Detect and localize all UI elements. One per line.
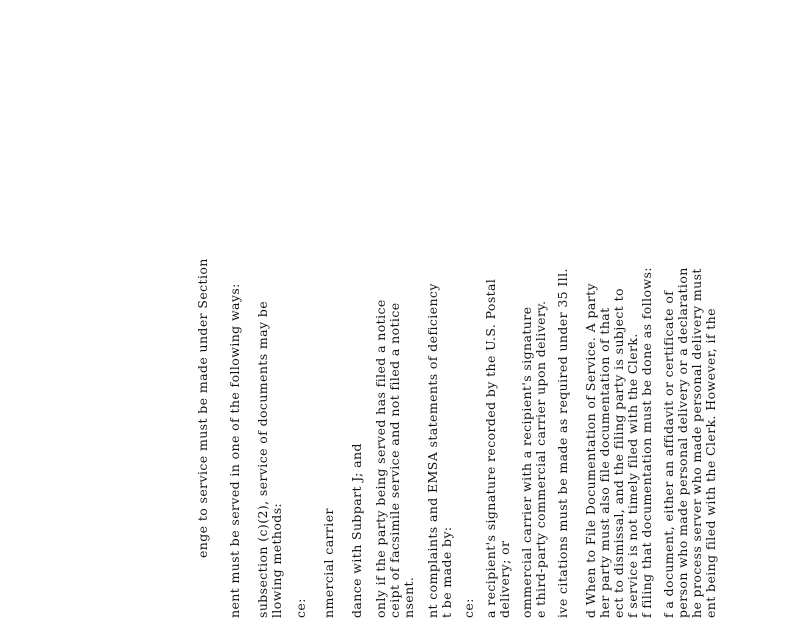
text-line: her party must also file documentation of that	[597, 307, 612, 618]
text-line: ce:	[461, 598, 476, 618]
text-line: ceipt of facsimile service and not filed a notice	[387, 302, 402, 618]
text-line: enge to service must be made under Section	[195, 258, 210, 558]
document-text-block	[190, 118, 720, 618]
text-line: f filing that documentation must be done as follows:	[639, 267, 654, 618]
text-line: nt complaints and EMSA statements of deficiency	[425, 283, 440, 618]
text-line: nsent.	[401, 576, 416, 618]
text-line: ommercial carrier with a recipient's signature	[519, 306, 534, 618]
text-line: a recipient's signature recorded by the U.S. Postal	[483, 278, 498, 618]
text-line: f service is not timely filed with the Clerk.	[625, 333, 640, 618]
text-line: nmercial carrier	[321, 508, 336, 618]
text-line: llowing methods:	[269, 502, 284, 618]
text-line: delivery; or	[497, 540, 512, 618]
text-line: ce:	[293, 598, 308, 618]
text-line: d When to File Documentation of Service. A party	[583, 283, 598, 618]
text-line: t be made by:	[439, 526, 454, 618]
text-line: subsection (c)(2), service of documents may be	[255, 300, 270, 618]
text-line: e third-party commercial carrier upon delivery.	[533, 300, 548, 618]
text-line: dance with Subpart J; and	[349, 443, 364, 618]
text-line: he process server who made personal delivery must	[689, 268, 704, 618]
text-line: ive citations must be made as required under 35 Ill.	[555, 268, 570, 618]
text-line: ent being filed with the Clerk. However, if the	[703, 308, 718, 618]
text-line: nent must be served in one of the following ways:	[227, 283, 242, 618]
text-line: f a document, either an affidavit or certificate of	[661, 290, 676, 618]
text-line: ect to dismissal, and the filing party is subject to	[611, 288, 626, 618]
text-line: only if the party being served has filed a notice	[373, 299, 388, 618]
text-line: person who made personal delivery or a declaration	[675, 267, 690, 618]
